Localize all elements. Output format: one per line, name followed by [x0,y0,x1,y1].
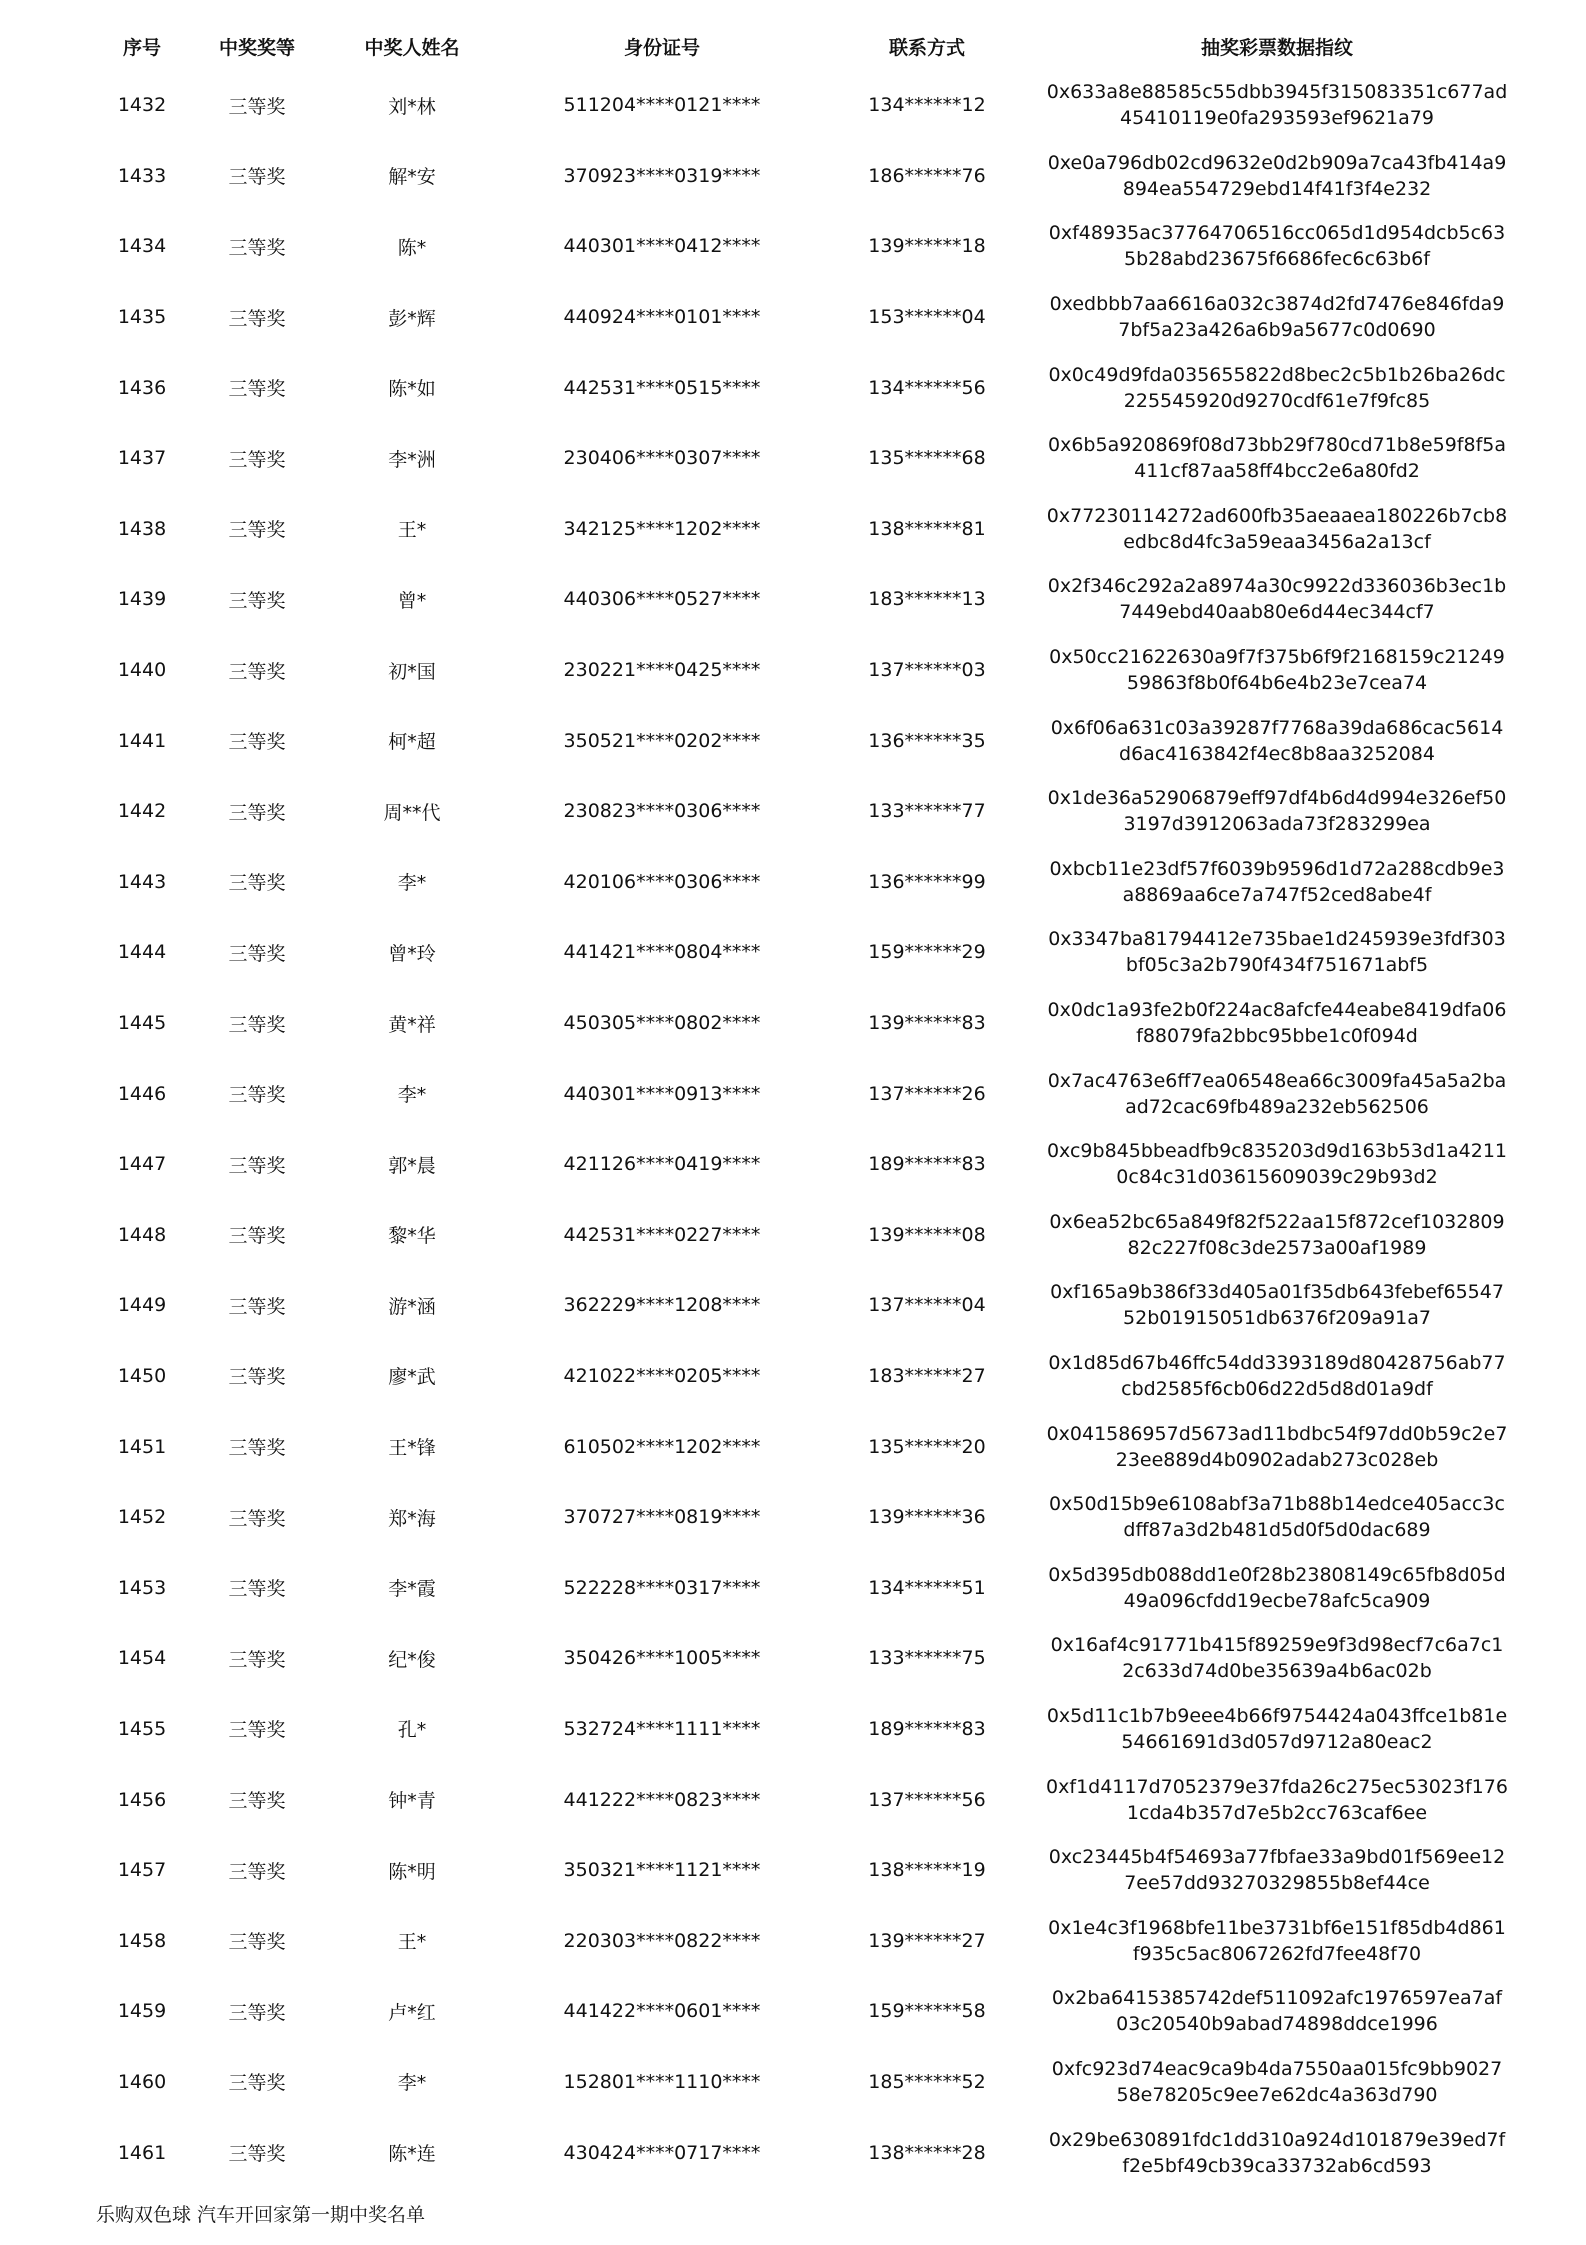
cell-serial-number: 1444 [117,941,167,964]
cell-ticket-fingerprint: 0xfc923d74eac9ca9b4da7550aa015fc9bb902758e78205c9ee7e62dc4a363d790 [1051,2057,1503,2106]
cell-winner-name: 陈*如 [388,378,436,401]
cell-winner-name: 曾*玲 [388,942,436,965]
cell-ticket-fingerprint: 0xedbbb7aa6616a032c3874d2fd7476e846fda97bf5a23a426a6b9a5677c0d0690 [1049,293,1505,342]
cell-winner-name: 黄*祥 [388,1013,436,1036]
cell-contact: 133******75 [868,1647,986,1670]
cell-serial-number: 1437 [117,447,167,470]
cell-winner-name: 纪*俊 [388,1648,436,1671]
cell-prize-level: 三等奖 [228,1578,286,1601]
cell-ticket-fingerprint: 0xe0a796db02cd9632e0d2b909a7ca43fb414a9894ea554729ebd14f41f3f4e232 [1047,151,1507,200]
table-row [82,635,1512,706]
cell-serial-number: 1448 [117,1223,167,1246]
cell-serial-number: 1455 [117,1717,167,1740]
cell-serial-number: 1460 [117,2070,167,2093]
cell-prize-level: 三等奖 [228,1013,286,1036]
cell-contact: 137******56 [868,1788,986,1811]
cell-contact: 136******35 [868,729,986,752]
cell-serial-number: 1441 [117,729,167,752]
cell-serial-number: 1440 [117,659,167,682]
cell-prize-level: 三等奖 [228,1790,286,1813]
cell-contact: 183******27 [868,1364,986,1387]
cell-id-number: 440306****0527**** [563,588,761,611]
header-id-number: 身份证号 [623,36,700,59]
cell-winner-name: 游*涵 [388,1295,436,1318]
cell-contact: 137******26 [868,1082,986,1105]
cell-prize-level: 三等奖 [228,1507,286,1530]
cell-ticket-fingerprint: 0x633a8e88585c55dbb3945f315083351c677ad45410119e0fa293593ef9621a79 [1046,81,1508,130]
cell-id-number: 370727****0819**** [563,1506,761,1529]
cell-ticket-fingerprint: 0xc23445b4f54693a77fbfae33a9bd01f569ee127ee57dd93270329855b8ef44ce [1048,1846,1506,1895]
cell-prize-level: 三等奖 [228,2072,286,2095]
cell-contact: 138******28 [868,2141,986,2164]
table-row [82,494,1512,565]
cell-prize-level: 三等奖 [228,448,286,471]
cell-contact: 139******27 [868,1929,986,1952]
table-row [82,988,1512,1059]
cell-ticket-fingerprint: 0x2ba6415385742def511092afc1976597ea7af03c20540b9abad74898ddce1996 [1051,1987,1503,2036]
cell-ticket-fingerprint: 0x77230114272ad600fb35aeaaea180226b7cb8edbc8d4fc3a59eaa3456a2a13cf [1046,504,1508,553]
cell-contact: 136******99 [868,870,986,893]
table-row [82,1341,1512,1412]
table-row [82,1552,1512,1623]
cell-prize-level: 三等奖 [228,801,286,824]
cell-serial-number: 1438 [117,517,167,540]
cell-prize-level: 三等奖 [228,942,286,965]
cell-id-number: 450305****0802**** [563,1012,761,1035]
header-serial-number: 序号 [122,36,161,59]
table-body [82,70,1512,2188]
table-row [82,423,1512,494]
cell-contact: 134******12 [868,94,986,117]
cell-contact: 138******81 [868,517,986,540]
cell-serial-number: 1461 [117,2141,167,2164]
cell-ticket-fingerprint: 0x5d11c1b7b9eee4b66f9754424a043ffce1b81e54661691d3d057d9712a80eac2 [1046,1704,1508,1753]
cell-id-number: 610502****1202**** [563,1435,761,1458]
cell-contact: 138******19 [868,1859,986,1882]
cell-id-number: 342125****1202**** [563,517,761,540]
table-header-row [82,22,1512,70]
table-row [82,1905,1512,1976]
table-row [82,917,1512,988]
cell-winner-name: 王*锋 [388,1437,436,1460]
cell-winner-name: 柯*超 [388,731,436,754]
cell-ticket-fingerprint: 0x0dc1a93fe2b0f224ac8afcfe44eabe8419dfa06f88079fa2bbc95bbe1c0f094d [1047,999,1507,1048]
cell-ticket-fingerprint: 0x041586957d5673ad11bdbc54f97dd0b59c2e723ee889d4b0902adab273c028eb [1046,1422,1508,1471]
cell-id-number: 230221****0425**** [563,659,761,682]
cell-winner-name: 李* [397,2072,427,2095]
cell-winner-name: 解*安 [388,166,436,189]
cell-winner-name: 周**代 [383,801,441,824]
cell-serial-number: 1453 [117,1576,167,1599]
cell-contact: 153******04 [868,306,986,329]
header-prize-level: 中奖奖等 [218,36,295,59]
cell-winner-name: 李* [397,1084,427,1107]
cell-serial-number: 1436 [117,376,167,399]
cell-winner-name: 初*国 [388,660,436,683]
cell-prize-level: 三等奖 [228,95,286,118]
cell-winner-name: 李*洲 [388,448,436,471]
cell-id-number: 430424****0717**** [563,2141,761,2164]
table-row [82,1764,1512,1835]
cell-serial-number: 1443 [117,870,167,893]
cell-contact: 189******83 [868,1717,986,1740]
cell-contact: 134******51 [868,1576,986,1599]
cell-id-number: 230823****0306**** [563,800,761,823]
cell-serial-number: 1447 [117,1153,167,1176]
table-row [82,1411,1512,1482]
table-row [82,847,1512,918]
cell-id-number: 420106****0306**** [563,870,761,893]
cell-prize-level: 三等奖 [228,307,286,330]
table-row [82,705,1512,776]
cell-prize-level: 三等奖 [228,2001,286,2024]
header-winner-name: 中奖人姓名 [364,36,460,59]
cell-contact: 159******29 [868,941,986,964]
cell-serial-number: 1459 [117,2000,167,2023]
table-row [82,1623,1512,1694]
table-row [82,282,1512,353]
page-footer: 乐购双色球 汽车开回家第一期中奖名单 [96,2204,426,2226]
cell-contact: 139******18 [868,235,986,258]
cell-serial-number: 1432 [117,94,167,117]
winners-table [82,22,1512,2188]
cell-id-number: 152801****1110**** [563,2070,761,2093]
cell-serial-number: 1451 [117,1435,167,1458]
cell-prize-level: 三等奖 [228,660,286,683]
cell-serial-number: 1442 [117,800,167,823]
cell-id-number: 441421****0804**** [563,941,761,964]
cell-id-number: 532724****1111**** [563,1717,761,1740]
cell-prize-level: 三等奖 [228,1366,286,1389]
cell-winner-name: 卢*红 [388,2001,436,2024]
cell-contact: 137******03 [868,659,986,682]
cell-contact: 139******08 [868,1223,986,1246]
cell-contact: 185******52 [868,2070,986,2093]
cell-winner-name: 郑*海 [388,1507,436,1530]
cell-contact: 135******20 [868,1435,986,1458]
cell-ticket-fingerprint: 0xf1d4117d7052379e37fda26c275ec53023f1761cda4b357d7e5b2cc763caf6ee [1046,1775,1508,1824]
table-row [82,70,1512,141]
cell-prize-level: 三等奖 [228,166,286,189]
cell-id-number: 441222****0823**** [563,1788,761,1811]
cell-prize-level: 三等奖 [228,1225,286,1248]
table-row [82,2117,1512,2188]
cell-id-number: 350521****0202**** [563,729,761,752]
table-row [82,1694,1512,1765]
cell-serial-number: 1439 [117,588,167,611]
cell-ticket-fingerprint: 0xc9b845bbeadfb9c835203d9d163b53d1a42110c84c31d03615609039c29b93d2 [1046,1140,1508,1189]
cell-ticket-fingerprint: 0x16af4c91771b415f89259e9f3d98ecf7c6a7c12c633d74d0be35639a4b6ac02b [1050,1634,1504,1683]
cell-contact: 135******68 [868,447,986,470]
cell-winner-name: 孔* [397,1719,427,1742]
table-row [82,211,1512,282]
cell-prize-level: 三等奖 [228,1931,286,1954]
cell-serial-number: 1446 [117,1082,167,1105]
cell-serial-number: 1456 [117,1788,167,1811]
cell-contact: 139******83 [868,1012,986,1035]
cell-winner-name: 廖*武 [388,1366,436,1389]
cell-ticket-fingerprint: 0x7ac4763e6ff7ea06548ea66c3009fa45a5a2baad72cac69fb489a232eb562506 [1047,1069,1507,1118]
cell-winner-name: 陈*明 [388,1860,436,1883]
table-row [82,564,1512,635]
table-row [82,1200,1512,1271]
cell-winner-name: 王* [397,519,427,542]
cell-serial-number: 1435 [117,306,167,329]
table-row [82,776,1512,847]
cell-contact: 134******56 [868,376,986,399]
cell-prize-level: 三等奖 [228,378,286,401]
cell-ticket-fingerprint: 0x50d15b9e6108abf3a71b88b14edce405acc3cdff87a3d2b481d5d0f5d0dac689 [1049,1493,1505,1542]
cell-id-number: 220303****0822**** [563,1929,761,1952]
cell-contact: 137******04 [868,1294,986,1317]
cell-ticket-fingerprint: 0x1de36a52906879eff97df4b6d4d994e326ef503197d3912063ada73f283299ea [1047,787,1507,836]
cell-winner-name: 刘*林 [388,95,436,118]
cell-contact: 189******83 [868,1153,986,1176]
cell-ticket-fingerprint: 0x0c49d9fda035655822d8bec2c5b1b26ba26dc225545920d9270cdf61e7f9fc85 [1048,363,1506,412]
cell-winner-name: 李*霞 [388,1578,436,1601]
cell-id-number: 350321****1121**** [563,1859,761,1882]
cell-prize-level: 三等奖 [228,1295,286,1318]
cell-winner-name: 陈* [397,236,427,259]
cell-contact: 159******58 [868,2000,986,2023]
cell-id-number: 370923****0319**** [563,164,761,187]
table-row [82,1835,1512,1906]
cell-prize-level: 三等奖 [228,2143,286,2166]
cell-ticket-fingerprint: 0x6b5a920869f08d73bb29f780cd71b8e59f8f5a411cf87aa58ff4bcc2e6a80fd2 [1048,434,1506,483]
cell-winner-name: 曾* [397,589,427,612]
cell-prize-level: 三等奖 [228,1719,286,1742]
cell-ticket-fingerprint: 0x6f06a631c03a39287f7768a39da686cac5614d6ac4163842f4ec8b8aa3252084 [1050,716,1504,765]
cell-ticket-fingerprint: 0x29be630891fdc1dd310a924d101879e39ed7ff2e5bf49cb39ca33732ab6cd593 [1048,2128,1506,2177]
cell-id-number: 421126****0419**** [563,1153,761,1176]
cell-ticket-fingerprint: 0x6ea52bc65a849f82f522aa15f872cef103280982c227f08c3de2573a00af1989 [1049,1210,1505,1259]
cell-winner-name: 陈*连 [388,2143,436,2166]
cell-winner-name: 钟*青 [388,1790,436,1813]
cell-id-number: 350426****1005**** [563,1647,761,1670]
cell-prize-level: 三等奖 [228,236,286,259]
table-row [82,1482,1512,1553]
cell-ticket-fingerprint: 0x1e4c3f1968bfe11be3731bf6e151f85db4d861f935c5ac8067262fd7fee48f70 [1048,1916,1506,1965]
cell-ticket-fingerprint: 0x5d395db088dd1e0f28b23808149c65fb8d05d49a096cfdd19ecbe78afc5ca909 [1048,1563,1506,1612]
cell-id-number: 440301****0913**** [563,1082,761,1105]
table-row [82,1976,1512,2047]
cell-id-number: 230406****0307**** [563,447,761,470]
cell-contact: 139******36 [868,1506,986,1529]
cell-contact: 133******77 [868,800,986,823]
table-row [82,352,1512,423]
cell-serial-number: 1454 [117,1647,167,1670]
cell-id-number: 362229****1208**** [563,1294,761,1317]
cell-serial-number: 1452 [117,1506,167,1529]
cell-prize-level: 三等奖 [228,519,286,542]
cell-id-number: 440924****0101**** [563,306,761,329]
cell-ticket-fingerprint: 0xf165a9b386f33d405a01f35db643febef6554752b01915051db6376f209a91a7 [1050,1281,1504,1330]
cell-prize-level: 三等奖 [228,1437,286,1460]
cell-id-number: 440301****0412**** [563,235,761,258]
cell-winner-name: 黎*华 [388,1225,436,1248]
cell-prize-level: 三等奖 [228,1860,286,1883]
cell-prize-level: 三等奖 [228,1154,286,1177]
cell-serial-number: 1449 [117,1294,167,1317]
cell-winner-name: 彭*辉 [388,307,436,330]
header-contact: 联系方式 [888,36,965,59]
table-row [82,2047,1512,2118]
cell-serial-number: 1445 [117,1012,167,1035]
cell-id-number: 522228****0317**** [563,1576,761,1599]
cell-winner-name: 李* [397,872,427,895]
table-row [82,1129,1512,1200]
cell-prize-level: 三等奖 [228,872,286,895]
table-row [82,141,1512,212]
cell-serial-number: 1450 [117,1364,167,1387]
cell-prize-level: 三等奖 [228,589,286,612]
cell-ticket-fingerprint: 0x1d85d67b46ffc54dd3393189d80428756ab77cbd2585f6cb06d22d5d8d01a9df [1048,1351,1506,1400]
cell-winner-name: 王* [397,1931,427,1954]
cell-winner-name: 郭*晨 [388,1154,436,1177]
cell-serial-number: 1434 [117,235,167,258]
cell-contact: 186******76 [868,164,986,187]
table-row [82,1058,1512,1129]
cell-id-number: 441422****0601**** [563,2000,761,2023]
cell-ticket-fingerprint: 0x50cc21622630a9f7f375b6f9f2168159c2124959863f8b0f64b6e4b23e7cea74 [1049,646,1505,695]
cell-id-number: 511204****0121**** [563,94,761,117]
cell-serial-number: 1457 [117,1859,167,1882]
cell-ticket-fingerprint: 0x2f346c292a2a8974a30c9922d336036b3ec1b7449ebd40aab80e6d44ec344cf7 [1047,575,1507,624]
cell-id-number: 442531****0515**** [563,376,761,399]
table-row [82,1270,1512,1341]
cell-prize-level: 三等奖 [228,1648,286,1671]
cell-contact: 183******13 [868,588,986,611]
cell-ticket-fingerprint: 0xbcb11e23df57f6039b9596d1d72a288cdb9e3a8869aa6ce7a747f52ced8abe4f [1049,857,1505,906]
cell-ticket-fingerprint: 0x3347ba81794412e735bae1d245939e3fdf303bf05c3a2b790f434f751671abf5 [1048,928,1506,977]
cell-ticket-fingerprint: 0xf48935ac37764706516cc065d1d954dcb5c635b28abd23675f6686fec6c63b6f [1048,222,1506,271]
cell-prize-level: 三等奖 [228,731,286,754]
cell-prize-level: 三等奖 [228,1084,286,1107]
cell-serial-number: 1458 [117,1929,167,1952]
cell-id-number: 421022****0205**** [563,1364,761,1387]
cell-serial-number: 1433 [117,164,167,187]
cell-id-number: 442531****0227**** [563,1223,761,1246]
header-ticket-fingerprint: 抽奖彩票数据指纹 [1200,36,1353,59]
